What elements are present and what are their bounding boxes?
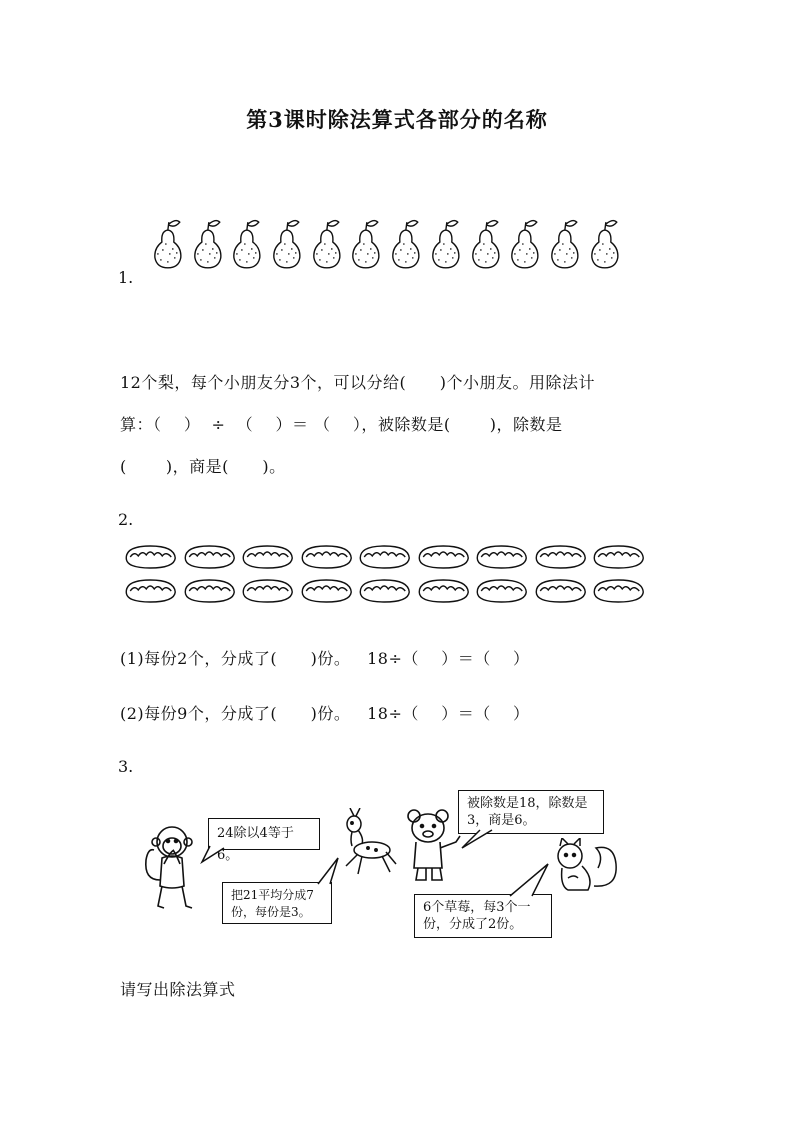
bun-icon xyxy=(356,542,415,570)
q1-line-2: 算：（ ） ÷ （ ）＝ （ ），被除数是( )，除数是 xyxy=(120,415,563,434)
q1-number: 1. xyxy=(118,268,134,287)
pear-icon xyxy=(188,218,228,270)
bun-icon xyxy=(532,542,591,570)
pear-row xyxy=(148,218,624,270)
bun-icon xyxy=(590,542,649,570)
bun-icon xyxy=(415,576,474,604)
pear-icon xyxy=(585,218,625,270)
bun-icon xyxy=(122,576,181,604)
q2-line-1: (1)每份2个，分成了( )份。 18÷（ ）＝（ ） xyxy=(120,649,530,668)
pear-icon xyxy=(307,218,347,270)
pear-icon xyxy=(267,218,307,270)
squirrel-bubble-tail xyxy=(506,862,550,898)
bun-icon xyxy=(239,576,298,604)
pear-icon xyxy=(545,218,585,270)
q3-instruction: 请写出除法算式 xyxy=(120,980,236,999)
pear-icon xyxy=(426,218,466,270)
bun-icon xyxy=(298,542,357,570)
deer-bubble-tail xyxy=(312,856,342,886)
q1-line-1: 12个梨，每个小朋友分3个，可以分给( )个小朋友。用除法计 xyxy=(120,373,596,392)
pear-icon xyxy=(466,218,506,270)
pear-icon xyxy=(505,218,545,270)
bun-icon xyxy=(473,542,532,570)
deer-speech-bubble: 把21平均分成7份，每份是3。 xyxy=(222,882,332,924)
bun-icon xyxy=(181,542,240,570)
q2-line-2: (2)每份9个，分成了( )份。 18÷（ ）＝（ ） xyxy=(120,704,530,723)
squirrel-illustration xyxy=(552,838,620,896)
bun-icon xyxy=(298,576,357,604)
bun-icon xyxy=(181,576,240,604)
bun-icon xyxy=(473,576,532,604)
bun-grid xyxy=(122,542,649,610)
monkey-illustration xyxy=(140,820,200,916)
pear-icon xyxy=(386,218,426,270)
bun-icon xyxy=(590,576,649,604)
q3-number: 3. xyxy=(118,757,134,776)
page-title: 第3课时除法算式各部分的名称 xyxy=(246,107,548,132)
bun-icon xyxy=(532,576,591,604)
bun-icon xyxy=(356,576,415,604)
bun-row xyxy=(122,542,649,570)
bear-speech-bubble: 被除数是18，除数是3，商是6。 xyxy=(458,790,604,834)
monkey-speech-bubble: 24除以4等于6。 xyxy=(208,818,320,850)
bear-illustration xyxy=(406,806,466,886)
bun-row xyxy=(122,576,649,604)
pear-icon xyxy=(227,218,267,270)
bun-icon xyxy=(239,542,298,570)
pear-icon xyxy=(346,218,386,270)
q1-line-3: ( )，商是( )。 xyxy=(120,457,286,476)
bear-bubble-tail xyxy=(460,828,494,850)
deer-illustration xyxy=(338,808,400,880)
bun-icon xyxy=(122,542,181,570)
q2-number: 2. xyxy=(118,510,134,529)
pear-icon xyxy=(148,218,188,270)
squirrel-speech-bubble: 6个草莓，每3个一份，分成了2份。 xyxy=(414,894,552,938)
bun-icon xyxy=(415,542,474,570)
monkey-bubble-tail xyxy=(200,844,230,864)
